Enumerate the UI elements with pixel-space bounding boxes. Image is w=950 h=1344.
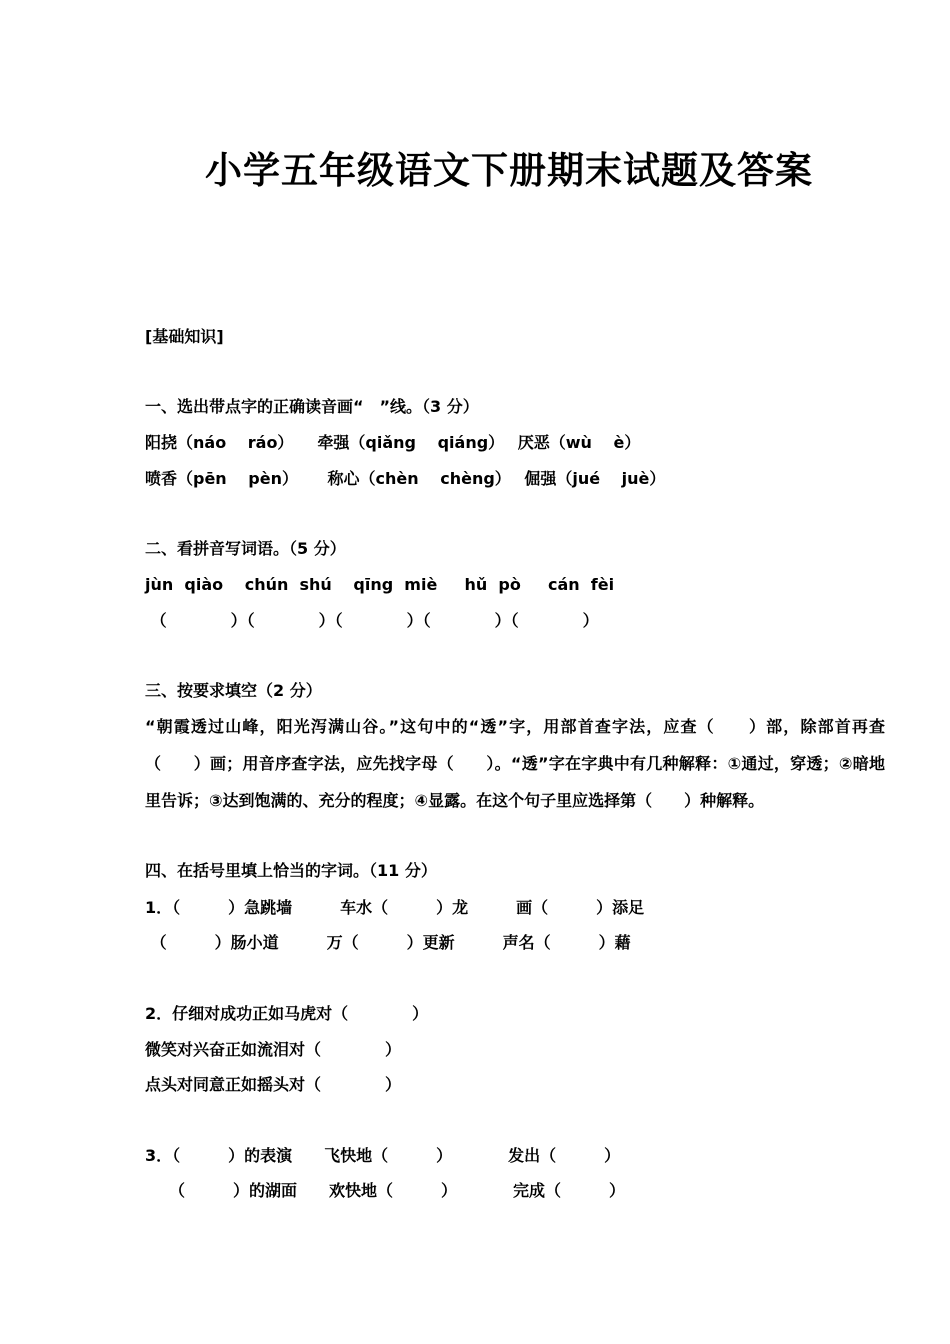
q4-part2-row-1: 2．仔细对成功正如马虎对（ ） [145,1004,429,1023]
q4-part2-row-2: 微笑对兴奋正如流泪对（ ） [145,1040,402,1059]
section-label: [基础知识] [145,327,224,346]
q4-part3-row-2: （ ）的湖面 欢快地（ ） 完成（ ） [145,1181,626,1200]
q4-part1-row-2: （ ）肠小道 万（ ）更新 声名（ ）藉 [145,933,631,952]
q3-heading: 三、按要求填空（2 分） [145,681,322,700]
q2-blank-row: （ ）（ ）（ ）（ ）（ ） [145,611,599,630]
q2-heading: 二、看拼音写词语。（5 分） [145,539,346,558]
document-title: 小学五年级语文下册期末试题及答案 [205,149,813,192]
q4-part3-row-1: 3．（ ）的表演 飞快地（ ） 发出（ ） [145,1146,621,1165]
q1-row-1: 阳挠（náo ráo） 牵强（qiǎng qiáng） 厌恶（wù è） [145,433,641,452]
q2-pinyin-row: jùn qiào chún shú qīng miè hǔ pò cán fèi [145,575,615,594]
q4-part2-row-3: 点头对同意正如摇头对（ ） [145,1075,402,1094]
q1-heading: 一、选出带点字的正确读音画“ ”线。（3 分） [145,397,479,416]
q4-part1-row-1: 1．（ ）急跳墙 车水（ ）龙 画（ ）添足 [145,898,645,917]
q4-heading: 四、在括号里填上恰当的字词。（11 分） [145,861,437,880]
q3-paragraph: “朝霞透过山峰，阳光泻满山谷。”这句中的“透”字，用部首查字法，应查（ ）部，除部首再查（ ）画；用音序查字法，应先找字母（ ）。“透”字在字典中有几种解释：①通过，穿透；②暗地里告诉；③达到饱满的、充分的程度；④显露。在这个句子里应选择第（ ）种解释。 [145,717,885,810]
q1-row-2: 喷香（pēn pèn） 称心（chèn chèng） 倔强（jué juè） [145,469,666,488]
